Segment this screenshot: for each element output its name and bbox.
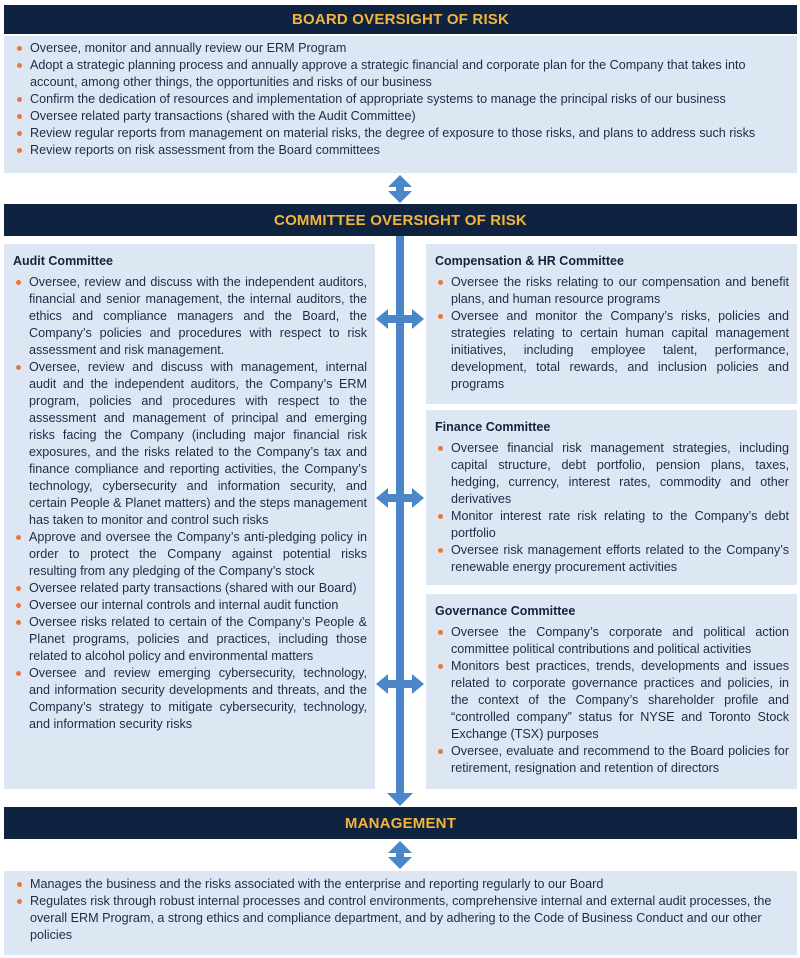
list-item: Oversee risks related to certain of the Company’s People & Planet programs, policies and practices, including those related to alcohol policy and environmental matters xyxy=(13,614,367,665)
list-item: Oversee the risks relating to our compensation and benefit plans, and human resource programs xyxy=(435,274,789,308)
list-item: Oversee and monitor the Company’s risks, policies and strategies relating to certain human capital management initiatives, including employee talent, performance, development, total rewards, and inclusion policies and programs xyxy=(435,308,789,393)
list-item: Regulates risk through robust internal processes and control environments, comprehensive internal and external audit processes, the overall ERM Program, a strong ethics and compliance department, and by adhering to the Code of Business Conduct and our other policies xyxy=(14,893,787,944)
committee-oversight-title: COMMITTEE OVERSIGHT OF RISK xyxy=(274,211,527,229)
board-oversight-title: BOARD OVERSIGHT OF RISK xyxy=(291,11,510,28)
management-double-arrow xyxy=(388,841,412,869)
list-item: Monitors best practices, trends, developments and issues related to corporate governance practices and policies, in the context of the Company’s shareholder profile and “controlled company” status for NYSE and Toronto Stock Exchange (TSX) purposes xyxy=(435,658,789,743)
list-item: Manages the business and the risks associated with the enterprise and reporting regularly to our Board xyxy=(14,876,787,893)
list-item: Oversee, evaluate and recommend to the Board policies for retirement, resignation and retention of directors xyxy=(435,743,789,777)
list-item: Oversee the Company’s corporate and political action committee political contributions and political activities xyxy=(435,624,789,658)
list-item: Oversee, review and discuss with the independent auditors, financial and senior management, the internal auditors, the ethics and compliance managers and the Board, the Company’s policies and procedures with respect to risk assessment and risk management. xyxy=(13,274,367,359)
list-item: Oversee related party transactions (shared with the Audit Committee) xyxy=(14,108,787,125)
list-item: Oversee and review emerging cybersecurity, technology, and information security developments and threats, and the Company’s strategy to mitigate cybersecurity, technology, and information security risks xyxy=(13,665,367,733)
list-item: Approve and oversee the Company’s anti-pledging policy in order to protect the Company against potential risks resulting from any pledging of the Company’s stock xyxy=(13,529,367,580)
finance-committee-title: Finance Committee xyxy=(435,420,551,434)
compensation-committee-title: Compensation & HR Committee xyxy=(435,254,624,268)
list-item: Review reports on risk assessment from the Board committees xyxy=(14,142,787,159)
list-item: Oversee our internal controls and internal audit function xyxy=(13,597,367,614)
audit-committee-title: Audit Committee xyxy=(13,254,113,268)
management-title: MANAGEMENT xyxy=(344,814,457,832)
board-committee-double-arrow xyxy=(388,175,412,203)
governance-committee-title: Governance Committee xyxy=(435,604,576,618)
list-item: Review regular reports from management on material risks, the degree of exposure to those risks, and plans to address such risks xyxy=(14,125,787,142)
list-item: Oversee risk management efforts related to the Company’s renewable energy procurement activities xyxy=(435,542,789,576)
list-item: Oversee, review and discuss with management, internal audit and the independent auditors, the Company’s ERM program, policies and procedures with respect to the assessment and management of principal and emerging risks facing the Company (including major financial risk exposures, and the risks related to the Company’s tax and finance compliance and reporting activities, the Company’s technology, cybersecurity and information security, and certain People & Planet matters) and the steps management has taken to monitor and control such risks xyxy=(13,359,367,529)
list-item: Adopt a strategic planning process and annually approve a strategic financial and corporate plan for the Company that takes into account, among other things, the opportunities and risks of our business xyxy=(14,57,787,91)
list-item: Oversee related party transactions (shared with our Board) xyxy=(13,580,367,597)
list-item: Oversee, monitor and annually review our ERM Program xyxy=(14,40,787,57)
list-item: Monitor interest rate risk relating to the Company’s debt portfolio xyxy=(435,508,789,542)
list-item: Confirm the dedication of resources and implementation of appropriate systems to manage the principal risks of our business xyxy=(14,91,787,108)
list-item: Oversee financial risk management strategies, including capital structure, debt portfolio, pension plans, taxes, hedging, currency, interest rates, commodity and other derivatives xyxy=(435,440,789,508)
